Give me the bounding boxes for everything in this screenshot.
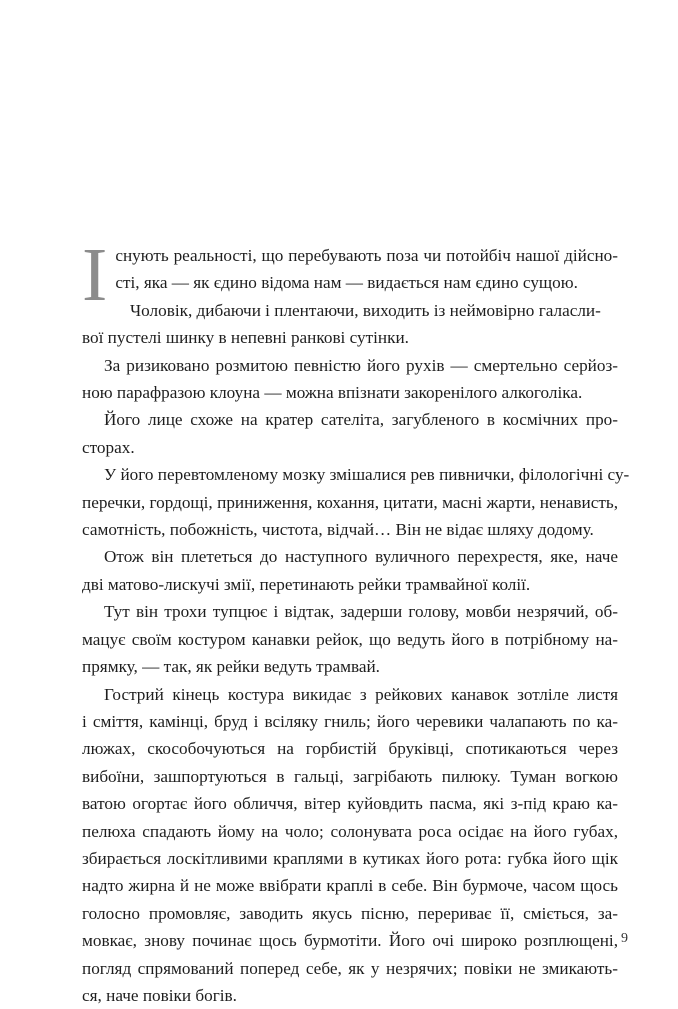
text-line: ся, наче повіки богів. <box>82 982 618 1009</box>
paragraph-8 <box>82 681 618 1009</box>
paragraph-1 <box>82 242 618 297</box>
text-line: Отож він плететься до наступного вуличного перехрестя, яке, наче <box>82 543 618 570</box>
paragraph-6 <box>82 543 618 598</box>
text-line: Чоловік, дибаючи і плентаючи, виходить із неймовірно галасли- <box>82 297 618 324</box>
text-line: Гострий кінець костура викидає з рейкових канавок зотліле листя <box>82 681 618 708</box>
paragraph-7 <box>82 598 618 680</box>
text-line: снують реальності, що перебувають поза чи потойбіч нашої дійсно- <box>82 242 618 269</box>
text-line: мацує своїм костуром канавки рейок, що ведуть його в потрібному на- <box>82 626 618 653</box>
text-line: прямку, — так, як рейки ведуть трамвай. <box>82 653 618 680</box>
text-line: самотність, побожність, чистота, відчай… Він не відає шляху додому. <box>82 516 618 543</box>
text-line: дві матово-лискучі змії, перетинають рейки трамвайної колії. <box>82 571 618 598</box>
paragraph-5 <box>82 461 618 543</box>
drop-cap: І <box>82 244 107 302</box>
paragraph-4 <box>82 406 618 461</box>
text-line: Його лице схоже на кратер сателіта, загубленого в космічних про- <box>82 406 618 433</box>
page-number: 9 <box>604 931 628 947</box>
text-line: погляд спрямований поперед себе, як у незрячих; повіки не змикають- <box>82 955 618 982</box>
text-line: сторах. <box>82 434 618 461</box>
text-line: голосно промовляє, заводить якусь пісню, перериває її, сміється, за- <box>82 900 618 927</box>
text-line: вибоїни, зашпортуються в гальці, загрібають пилюку. Туман вогкою <box>82 763 618 790</box>
text-line: вої пустелі шинку в непевні ранкові сутінки. <box>82 324 618 351</box>
text-line: За ризиковано розмитою певністю його рухів — смертельно серйоз- <box>82 352 618 379</box>
text-line: збирається лоскітливими краплями в кутиках його рота: губка його щік <box>82 845 618 872</box>
text-line: ною парафразою клоуна — можна впізнати закоренілого алкоголіка. <box>82 379 618 406</box>
text-line: пелюха спадають йому на чоло; солонувата роса осідає на його губах, <box>82 818 618 845</box>
text-line: У його перевтомленому мозку змішалися рев пивнички, філологічні су- <box>82 461 618 488</box>
text-line: і сміття, камінці, бруд і всіляку гниль; його черевики чалапають по ка- <box>82 708 618 735</box>
body-text <box>82 242 618 1009</box>
text-line: люжах, скособочуються на горбистій бруківці, спотикаються через <box>82 735 618 762</box>
text-line: Тут він трохи тупцює і відтак, задерши голову, мовби незрячий, об- <box>82 598 618 625</box>
paragraph-3 <box>82 352 618 407</box>
paragraph-2 <box>82 297 618 352</box>
text-line: сті, яка — як єдино відома нам — видається нам єдино сущою. <box>82 269 618 296</box>
text-line: надто жирна й не може ввібрати краплі в себе. Він бурмоче, часом щось <box>82 872 618 899</box>
text-line: перечки, гордощі, приниження, кохання, цитати, масні жарти, ненависть, <box>82 489 618 516</box>
text-line: мовкає, знову починає щось бурмотіти. Його очі широко розплющені, <box>82 927 618 954</box>
text-line: ватою огортає його обличчя, вітер куйовдить пасма, які з-під краю ка- <box>82 790 618 817</box>
